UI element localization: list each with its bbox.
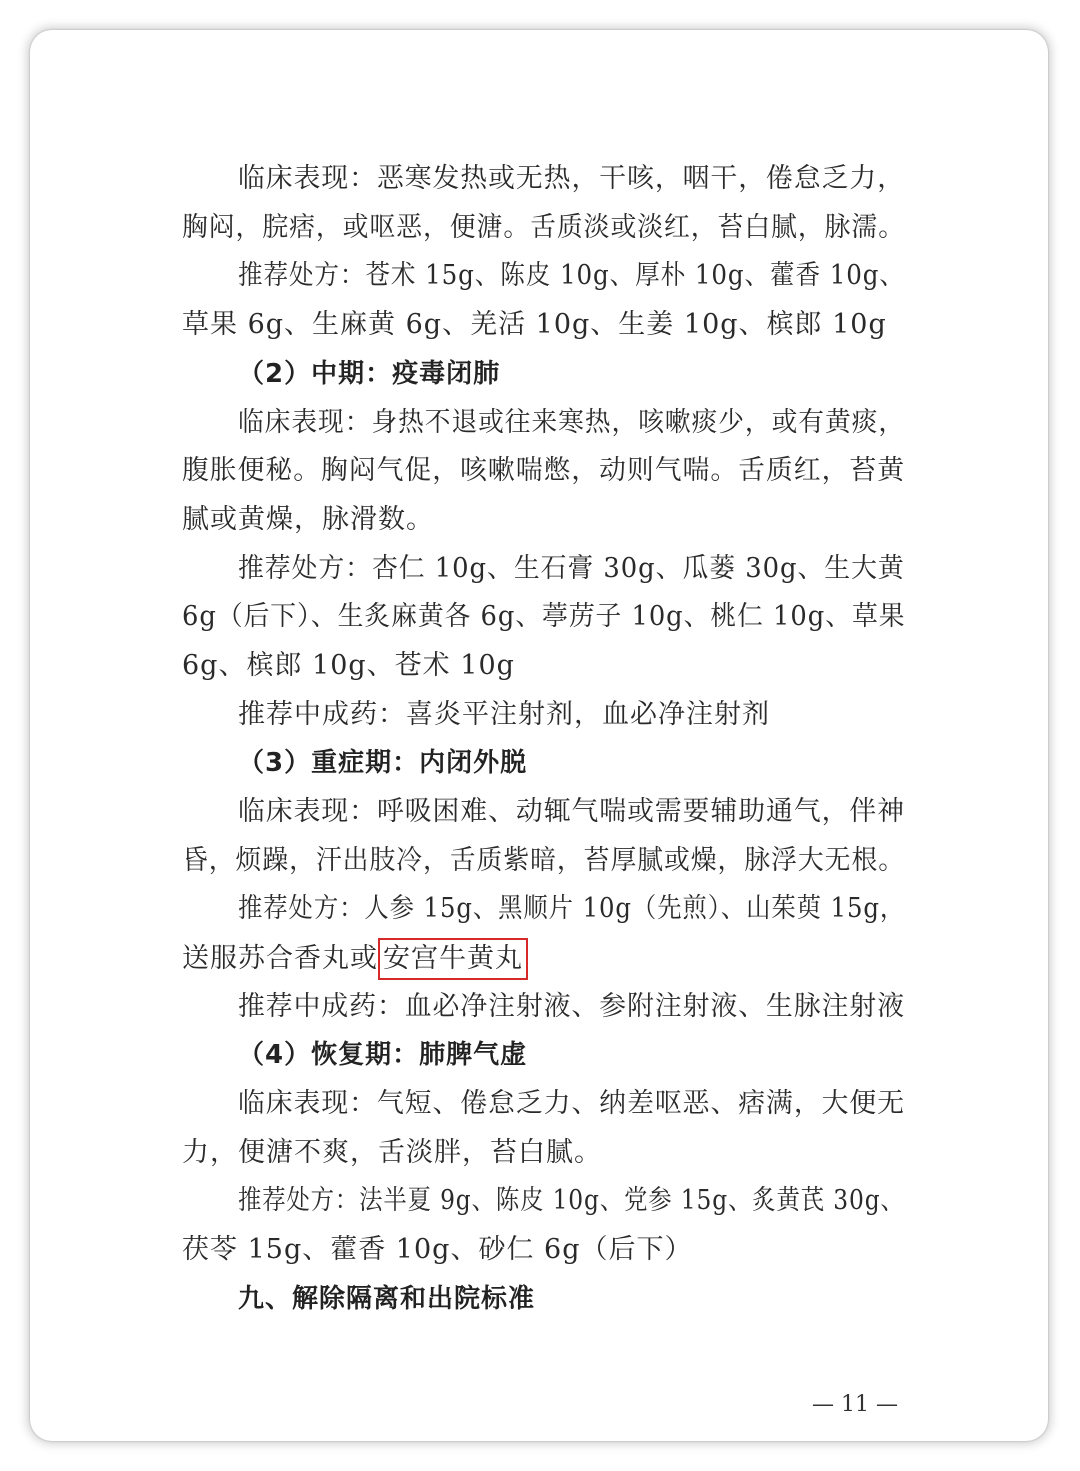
- text-line: 胸闷，脘痞，或呕恶，便溏。舌质淡或淡红，苔白腻，脉濡。: [182, 212, 905, 243]
- text-line: 推荐中成药：血必净注射液、参附注射液、生脉注射液: [238, 991, 905, 1022]
- text-line-part: 送服苏合香丸或: [182, 943, 378, 974]
- text-line: 推荐中成药：喜炎平注射剂，血必净注射剂: [238, 699, 770, 730]
- text-line: 临床表现：呼吸困难、动辄气喘或需要辅助通气，伴神: [238, 796, 905, 827]
- text-line: 腻或黄燥，脉滑数。: [182, 504, 434, 535]
- text-line: 6g（后下）、生炙麻黄各 6g、葶苈子 10g、桃仁 10g、草果: [182, 601, 906, 632]
- text-line: 推荐处方：法半夏 9g、陈皮 10g、党参 15g、炙黄芪 30g、: [238, 1185, 905, 1216]
- text-line: 茯苓 15g、藿香 10g、砂仁 6g（后下）: [182, 1234, 693, 1265]
- highlighted-term: 安宫牛黄丸: [378, 938, 528, 980]
- section-heading: （3）重症期：内闭外脱: [238, 748, 528, 778]
- section-heading: （4）恢复期：肺脾气虚: [238, 1040, 528, 1070]
- text-line: 力，便溏不爽，舌淡胖，苔白腻。: [182, 1137, 602, 1168]
- text-line: 腹胀便秘。胸闷气促，咳嗽喘憋，动则气喘。舌质红，苔黄: [182, 455, 905, 486]
- text-line: 临床表现：气短、倦怠乏力、纳差呕恶、痞满，大便无: [238, 1088, 905, 1119]
- text-line: 昏，烦躁，汗出肢冷，舌质紫暗，苔厚腻或燥，脉浮大无根。: [182, 845, 905, 876]
- section-heading: 九、解除隔离和出院标准: [238, 1284, 536, 1314]
- text-line: 临床表现：恶寒发热或无热，干咳，咽干，倦怠乏力，: [238, 163, 905, 194]
- text-line: [182, 940, 528, 980]
- text-line: 推荐处方：苍术 15g、陈皮 10g、厚朴 10g、藿香 10g、: [238, 260, 905, 291]
- text-line: 推荐处方：杏仁 10g、生石膏 30g、瓜蒌 30g、生大黄: [238, 553, 905, 584]
- page-number: — 11 —: [812, 1392, 898, 1417]
- section-heading: （2）中期：疫毒闭肺: [238, 359, 501, 389]
- text-line: 临床表现：身热不退或往来寒热，咳嗽痰少，或有黄痰，: [238, 407, 905, 438]
- text-line: 草果 6g、生麻黄 6g、羌活 10g、生姜 10g、槟郎 10g: [182, 309, 887, 340]
- text-line: 6g、槟郎 10g、苍术 10g: [182, 650, 515, 681]
- text-line: 推荐处方：人参 15g、黑顺片 10g（先煎）、山茱萸 15g，: [238, 893, 906, 924]
